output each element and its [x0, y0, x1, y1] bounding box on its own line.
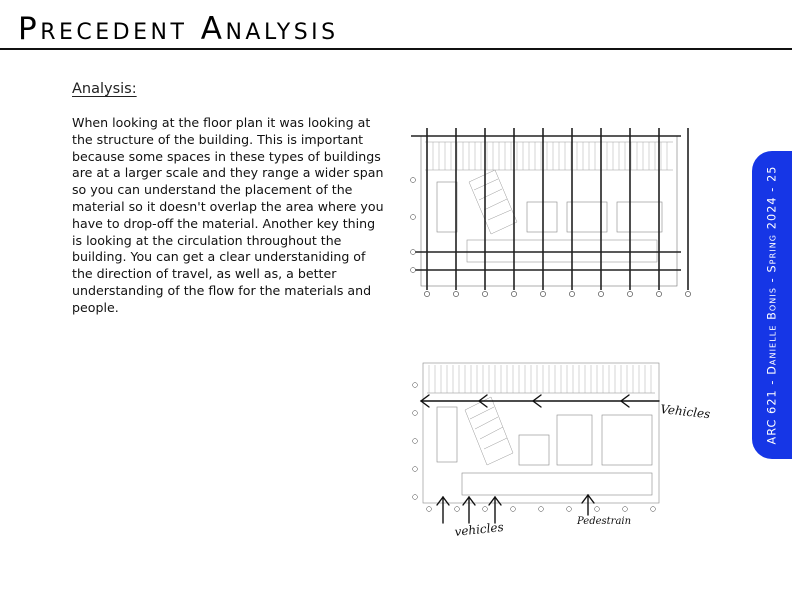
side-tab-label: ARC 621 - Danielle Bonis - Spring 2024 - 25 — [765, 165, 779, 445]
pedestrian-label: Pedestrain — [577, 516, 632, 527]
analysis-paragraph: When looking at the floor plan it was looking at the structure of the building. This is important because some spaces in these types of buildings are at a larger scale and they range a wider span so you can understand the placement of the material so it doesn't overlap the area where you have to drop-off the material. Another key thing is looking at the circulation throughout the building. You can get a clear understaniding of the direction of travel, as well as, a better understanding of the flow for the materials and people. — [72, 115, 384, 315]
vehicles-label-bottom: vehicles — [453, 519, 505, 539]
circulation-floor-plan — [407, 355, 711, 540]
title-rule — [0, 48, 792, 50]
vehicles-label-right: Vehicles — [659, 402, 711, 422]
section-heading: Analysis: — [72, 81, 137, 97]
structural-floor-plan — [407, 122, 692, 302]
page-title: Precedent Analysis — [18, 11, 339, 47]
